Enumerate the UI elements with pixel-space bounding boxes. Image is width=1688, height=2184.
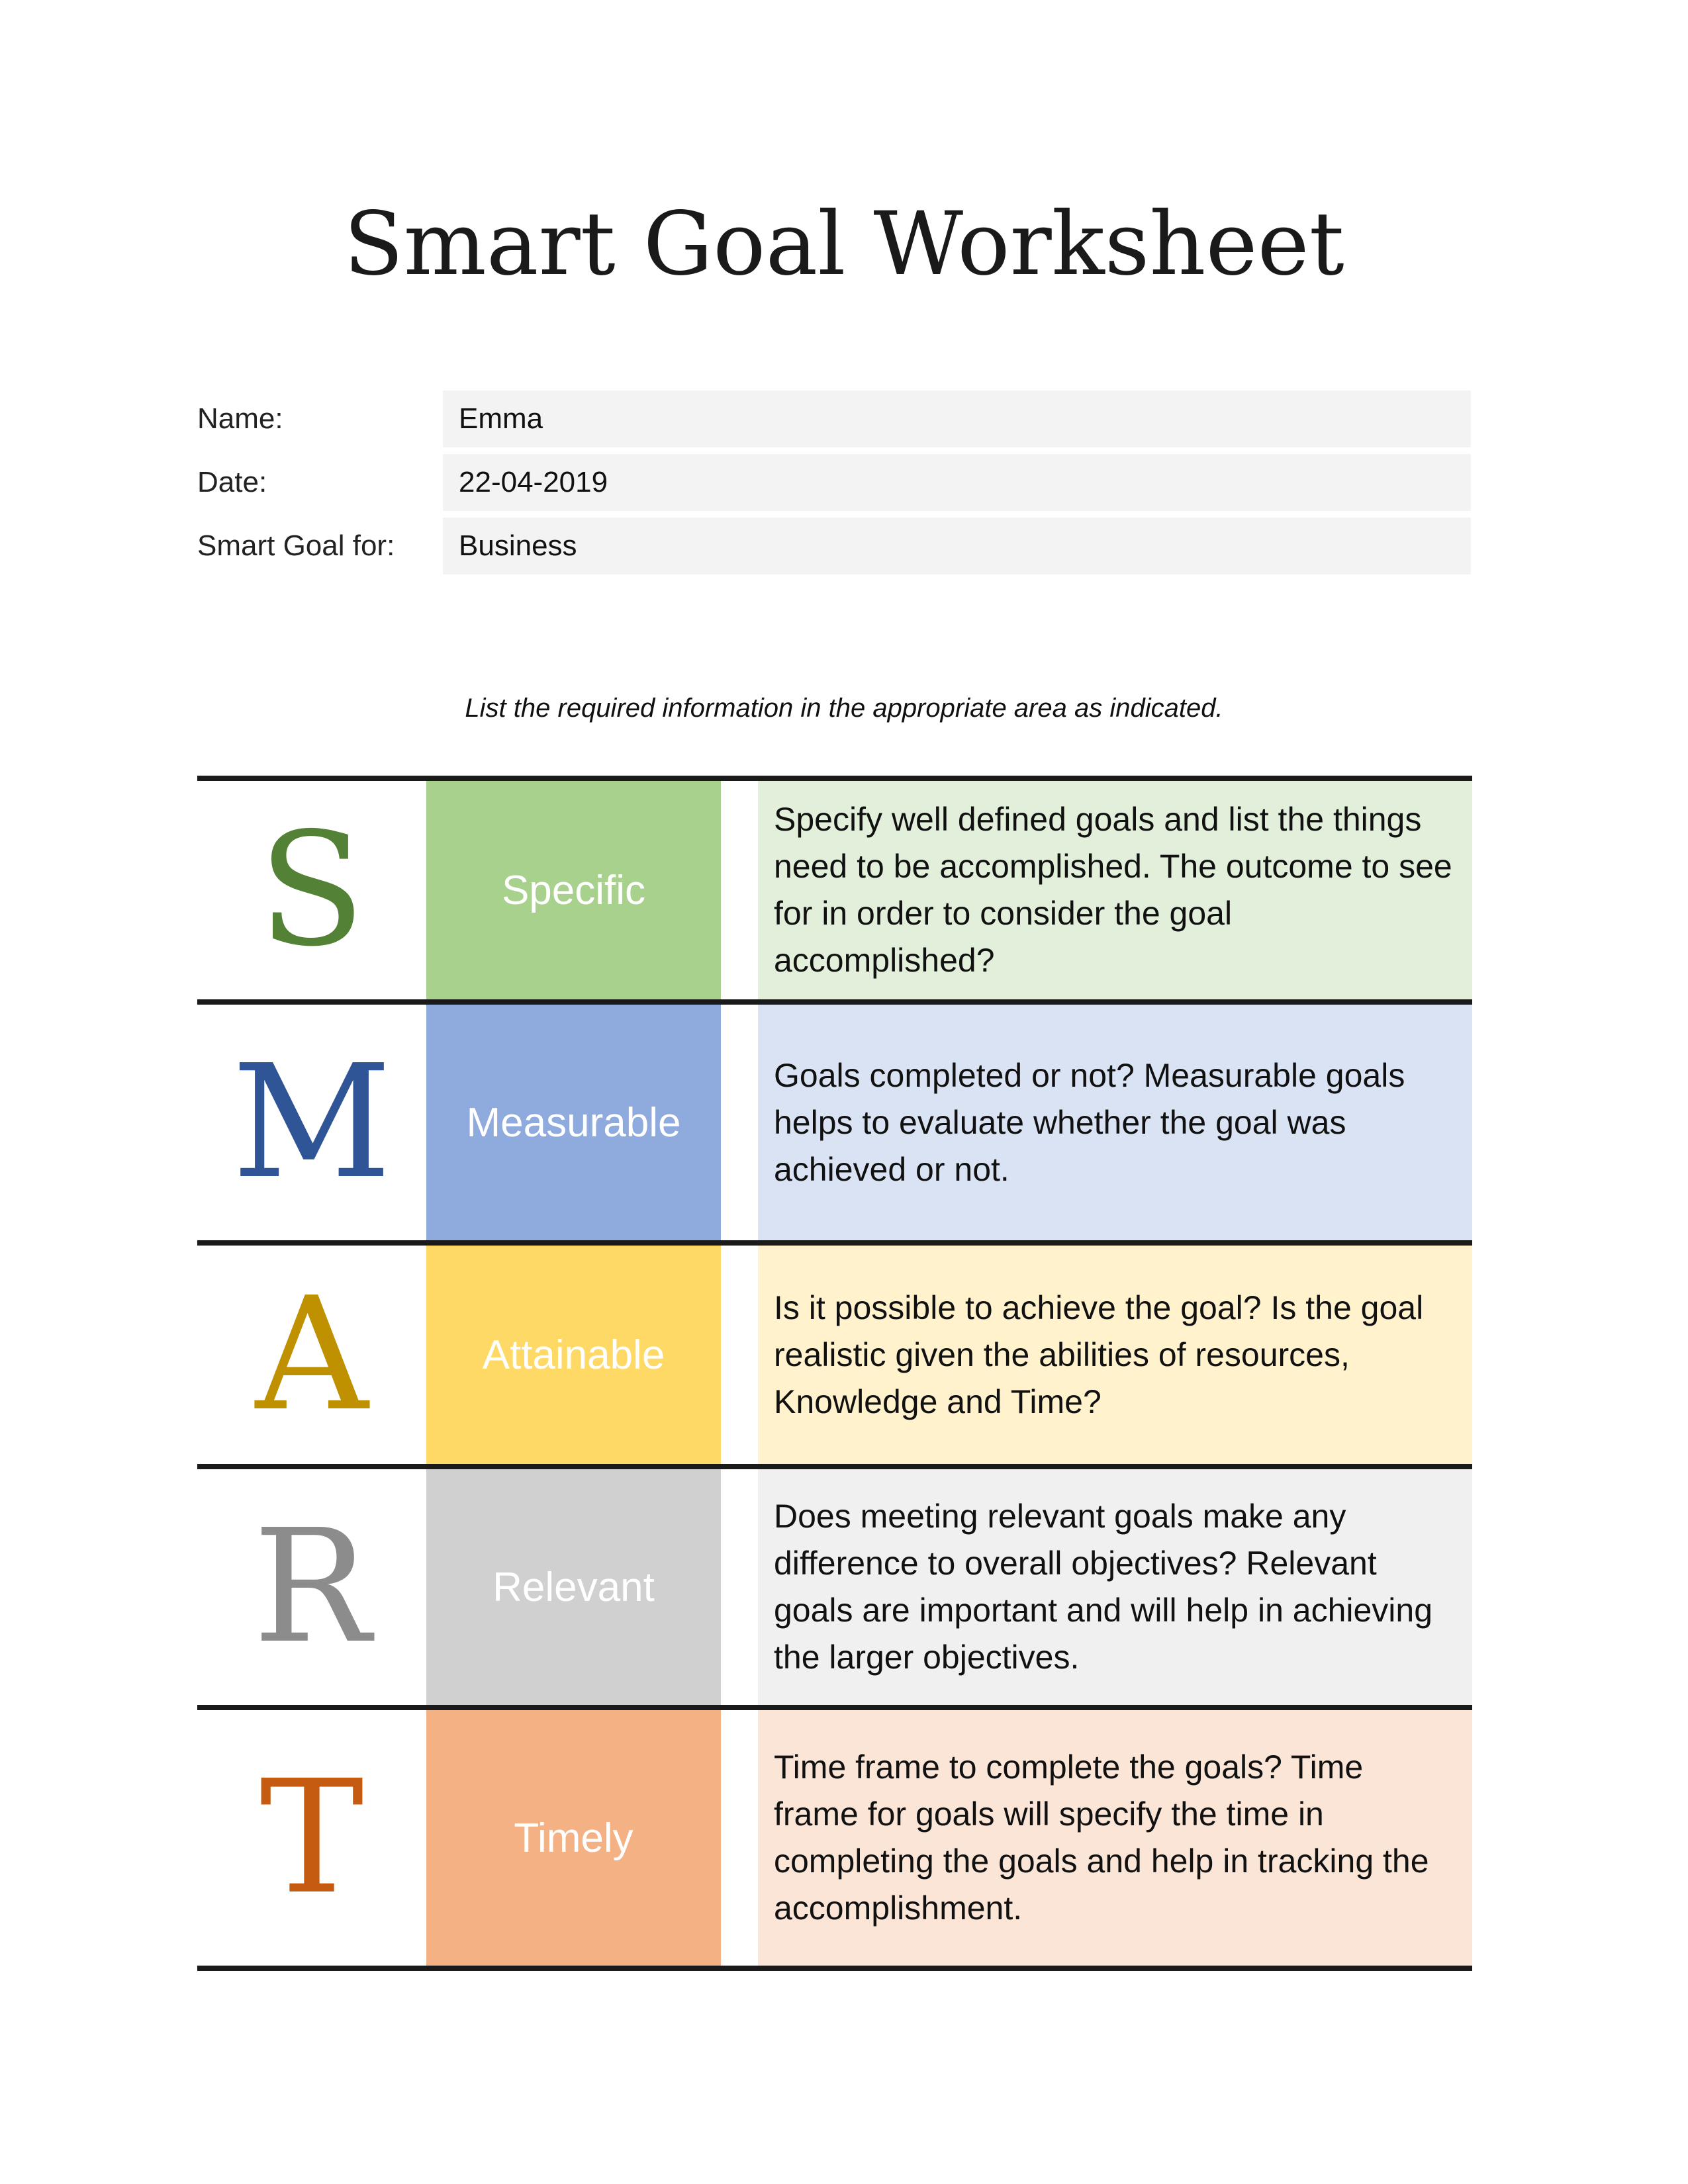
row-letter: M	[232, 1031, 392, 1213]
row-divider	[197, 1464, 1472, 1469]
row-letter: A	[255, 1263, 369, 1445]
instruction-text: List the required information in the appropriate area as indicated.	[465, 694, 1223, 723]
row-description-cell[interactable]: Goals completed or not? Measurable goals helps to evaluate whether the goal was achieved or not.	[758, 1005, 1472, 1240]
goal-label: Smart Goal for:	[197, 529, 395, 562]
row-label-cell: Specific	[426, 781, 721, 999]
row-letter: R	[253, 1496, 371, 1678]
row-label-cell: Relevant	[426, 1469, 721, 1705]
row-description-cell[interactable]: Does meeting relevant goals make any difference to overall objectives? Relevant goals are important and will help in achieving the larger objectives.	[758, 1469, 1472, 1705]
row-label-cell: Attainable	[426, 1246, 721, 1464]
row-description-cell[interactable]: Is it possible to achieve the goal? Is the goal realistic given the abilities of resources, Knowledge and Time?	[758, 1246, 1472, 1464]
name-field[interactable]: Emma	[443, 390, 1471, 447]
date-label: Date:	[197, 466, 267, 498]
row-label-cell: Timely	[426, 1710, 721, 1966]
row-letter: T	[259, 1747, 364, 1929]
row-divider	[197, 1240, 1472, 1246]
row-divider	[197, 776, 1472, 781]
row-description-cell[interactable]: Time frame to complete the goals? Time frame for goals will specify the time in completing the goals and help in tracking the accomplishment.	[758, 1710, 1472, 1966]
date-field[interactable]: 22-04-2019	[443, 454, 1471, 511]
row-description-cell[interactable]: Specify well defined goals and list the things need to be accomplished. The outcome to see for in order to consider the goal accomplished?	[758, 781, 1472, 999]
name-label: Name:	[197, 402, 283, 435]
row-label-cell: Measurable	[426, 1005, 721, 1240]
page-title: Smart Goal Worksheet	[344, 193, 1344, 295]
goal-field[interactable]: Business	[443, 518, 1471, 574]
row-divider	[197, 1705, 1472, 1710]
row-divider	[197, 1966, 1472, 1971]
row-letter: S	[258, 799, 365, 981]
row-divider	[197, 999, 1472, 1005]
